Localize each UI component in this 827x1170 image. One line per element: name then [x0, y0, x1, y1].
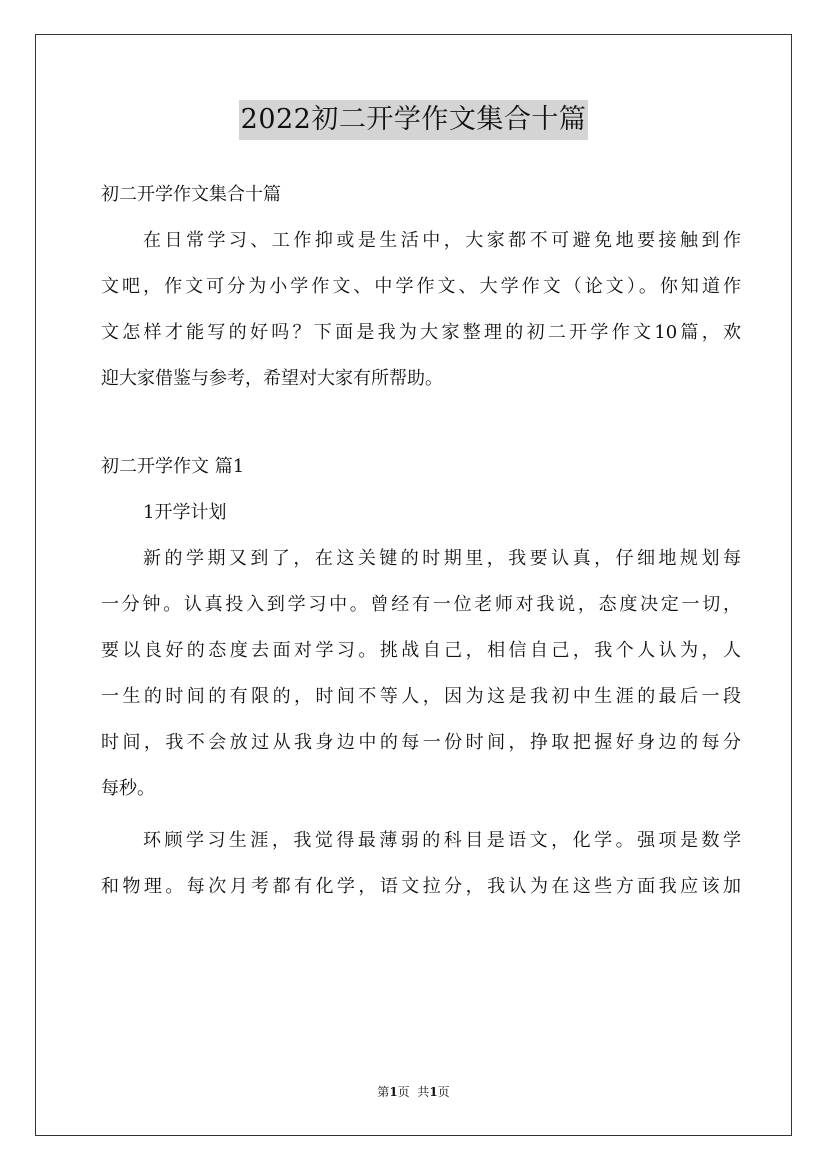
para1-line-5: 时间，我不会放过从我身边中的每一份时间，挣取把握好身边的每分: [101, 732, 741, 753]
para2-line-1: 环顾学习生涯，我觉得最薄弱的科目是语文，化学。强项是数学: [143, 830, 741, 851]
page-total: 1: [429, 1085, 438, 1099]
section-heading: 初二开学作文 篇1: [101, 456, 245, 477]
page-current: 1: [389, 1085, 398, 1099]
section-spacer: [101, 402, 741, 444]
section-subheading: 1开学计划: [143, 502, 227, 523]
intro-line-1: 在日常学习、工作抑或是生活中，大家都不可避免地要接触到作: [143, 230, 741, 251]
para1-line-1: 新的学期又到了，在这关键的时期里，我要认真，仔细地规划每: [143, 548, 741, 569]
para1-line-3: 要以良好的态度去面对学习。挑战自己，相信自己，我个人认为，人: [101, 640, 741, 661]
para1-line-6: 每秒。: [101, 778, 155, 799]
intro-line-2: 文吧，作文可分为小学作文、中学作文、大学作文（论文）。你知道作: [101, 276, 741, 297]
page-prefix: 第: [377, 1085, 390, 1099]
document-subtitle: 初二开学作文集合十篇: [101, 184, 281, 205]
page-mid: 页 共: [397, 1085, 430, 1099]
page-footer: [0, 1083, 827, 1101]
page-suffix: 页: [437, 1085, 450, 1099]
document-title: 2022初二开学作文集合十篇: [239, 100, 589, 140]
para2-line-2: 和物理。每次月考都有化学，语文拉分，我认为在这些方面我应该加: [101, 876, 741, 897]
intro-line-3: 文怎样才能写的好吗？下面是我为大家整理的初二开学作文10篇，欢: [101, 322, 741, 343]
intro-line-4: 迎大家借鉴与参考，希望对大家有所帮助。: [101, 368, 443, 389]
para1-line-2: 一分钟。认真投入到学习中。曾经有一位老师对我说，态度决定一切，: [101, 594, 741, 615]
para1-line-4: 一生的时间的有限的，时间不等人，因为这是我初中生涯的最后一段: [101, 686, 741, 707]
document-body: [101, 172, 741, 910]
title-container: [0, 100, 827, 140]
